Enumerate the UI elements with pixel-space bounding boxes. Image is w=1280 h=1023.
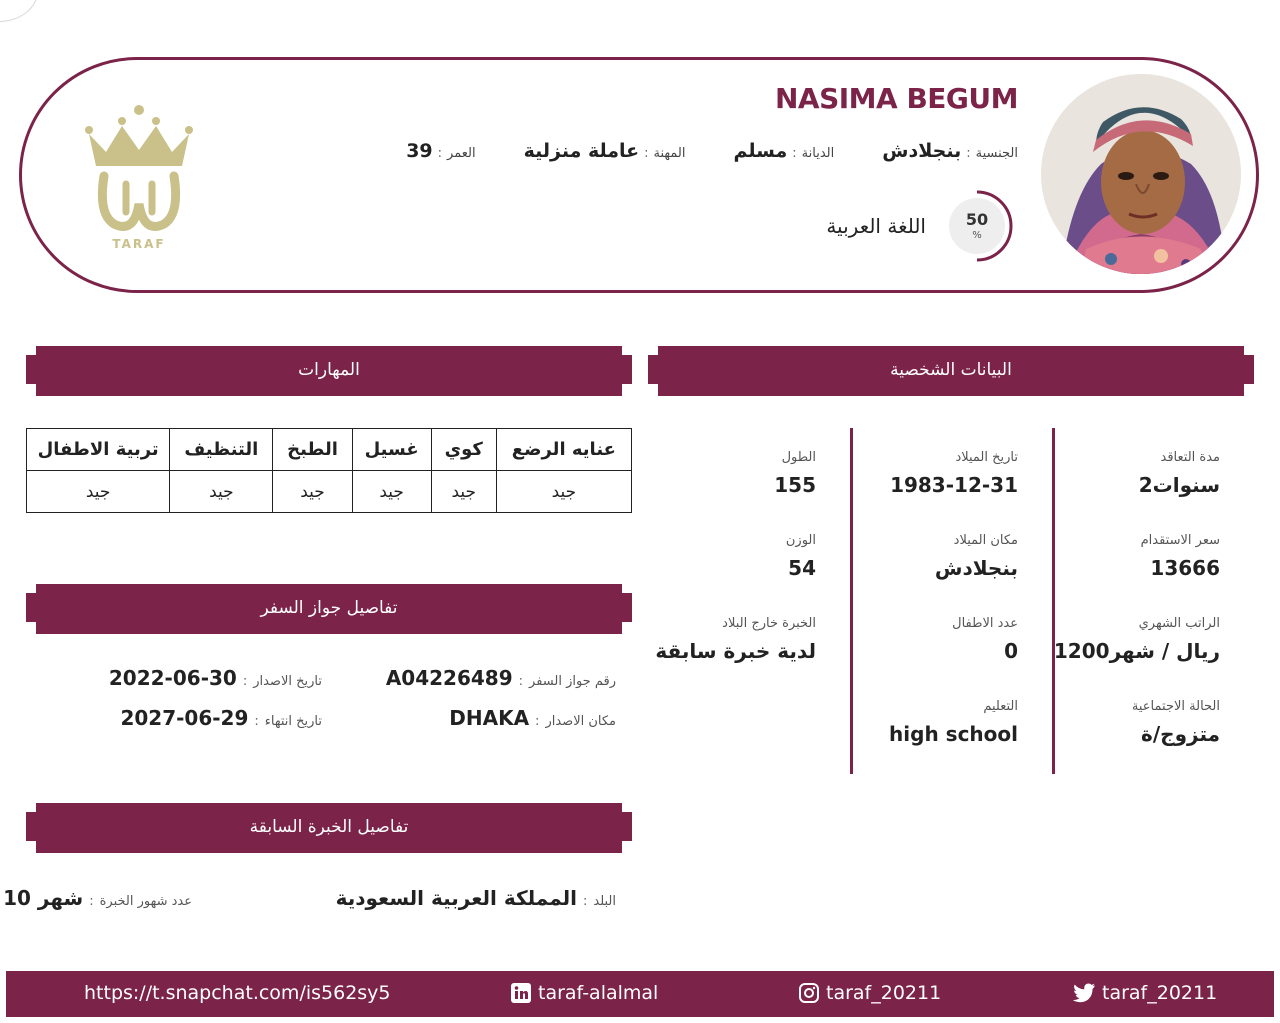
issue-place-field — [449, 706, 616, 730]
weight-field — [786, 533, 816, 580]
skills-value-row — [27, 471, 632, 513]
profile-photo — [1041, 74, 1241, 274]
contract-field — [1139, 450, 1220, 497]
job-field — [524, 140, 686, 162]
experience-country-field — [336, 886, 616, 910]
religion-value: مسلم — [733, 140, 788, 162]
skills-table — [26, 428, 632, 513]
skill-value: جيد — [431, 471, 496, 513]
weight-label: الوزن — [785, 533, 816, 548]
dob-value: 1983-12-31 — [890, 473, 1018, 497]
basic-info-row — [198, 140, 1018, 170]
children-value: 0 — [1004, 639, 1018, 663]
separator: : — [966, 146, 971, 161]
height-value: 155 — [774, 473, 816, 497]
language-percent: 50 — [965, 210, 989, 229]
separator: : — [518, 674, 524, 689]
separator: : — [242, 674, 248, 689]
expiry-label: تاريخ انتهاء — [264, 714, 322, 729]
experience-country-value: المملكة العربية السعودية — [335, 886, 577, 910]
language-gauge — [944, 188, 1018, 268]
experience-country-label: البلد — [593, 894, 616, 909]
pob-label: مكان الميلاد — [953, 533, 1018, 548]
abroad-value: لدية خبرة سابقة — [655, 639, 816, 663]
expiry-value: 2027-06-29 — [120, 706, 249, 730]
salary-label: الراتب الشهري — [1138, 616, 1220, 631]
salary-value: 1200ريال / شهر — [1053, 639, 1220, 663]
experience-banner — [26, 803, 632, 853]
separator: : — [254, 714, 259, 729]
twitter-link[interactable] — [1072, 982, 1217, 1004]
contract-label: مدة التعاقد — [1160, 450, 1220, 465]
salary-field — [1054, 616, 1220, 663]
nationality-label: الجنسية — [975, 146, 1018, 161]
issue-place-value: DHAKA — [449, 706, 530, 730]
fee-value: 13666 — [1150, 556, 1220, 580]
experience-months-field — [3, 886, 192, 910]
twitter-handle: taraf_20211 — [1102, 982, 1218, 1004]
religion-label: الديانة — [801, 146, 835, 161]
separator: : — [582, 894, 588, 909]
corner-decoration — [0, 0, 38, 22]
passport-title: تفاصيل جواز السفر — [260, 598, 398, 618]
instagram-link[interactable] — [798, 982, 941, 1004]
weight-value: 54 — [788, 556, 816, 580]
age-value: 39 — [406, 140, 433, 162]
education-label: التعليم — [983, 699, 1018, 714]
twitter-icon — [1072, 982, 1096, 1004]
language-unit: % — [972, 230, 982, 241]
nationality-field — [882, 140, 1018, 162]
skill-value: جيد — [496, 471, 631, 513]
linkedin-link[interactable] — [510, 982, 658, 1004]
passport-number-value: A04226489 — [385, 666, 513, 690]
separator: : — [89, 894, 94, 909]
snapchat-url: https://t.snapchat.com/is562sy5 — [84, 982, 391, 1004]
issue-date-label: تاريخ الاصدار — [253, 674, 322, 689]
skill-header: غسيل — [352, 429, 431, 471]
skills-banner — [26, 346, 632, 396]
expiry-field — [120, 706, 322, 730]
linkedin-icon — [510, 982, 532, 1004]
age-label: العمر — [447, 146, 476, 161]
profile-card — [19, 57, 1259, 293]
skill-value: جيد — [170, 471, 273, 513]
pob-value: بنجلادش — [934, 556, 1018, 580]
skill-header: التنظيف — [170, 429, 273, 471]
issue-date-field — [109, 666, 322, 690]
contact-footer — [6, 971, 1274, 1017]
column-divider — [1052, 428, 1055, 774]
height-label: الطول — [781, 450, 816, 465]
instagram-icon — [798, 982, 820, 1004]
logo-text: TARAF — [112, 237, 166, 251]
personal-banner — [648, 346, 1254, 396]
taraf-logo — [84, 104, 194, 252]
abroad-field — [655, 616, 816, 663]
passport-number-field — [386, 666, 616, 690]
linkedin-handle: taraf-alalmal — [538, 982, 659, 1004]
skill-header: كوي — [431, 429, 496, 471]
contract-value: 2سنوات — [1138, 473, 1220, 497]
job-label: المهنة — [653, 146, 686, 161]
experience-title: تفاصيل الخبرة السابقة — [249, 817, 409, 837]
candidate-name: NASIMA BEGUM — [774, 82, 1018, 115]
nationality-value: بنجلادش — [882, 140, 962, 162]
column-divider — [850, 428, 853, 774]
dob-label: تاريخ الميلاد — [955, 450, 1018, 465]
issue-date-value: 2022-06-30 — [108, 666, 237, 690]
separator: : — [644, 146, 649, 161]
skill-header: الطبخ — [273, 429, 352, 471]
dob-field — [890, 450, 1018, 497]
skills-header-row — [27, 429, 632, 471]
pob-field — [935, 533, 1018, 580]
marital-value: متزوج/ة — [1141, 722, 1220, 746]
personal-title: البيانات الشخصية — [890, 360, 1012, 380]
skill-value: جيد — [273, 471, 352, 513]
marital-label: الحالة الاجتماعية — [1131, 699, 1220, 714]
language-label: اللغة العربية — [826, 214, 926, 238]
separator: : — [535, 714, 540, 729]
skill-value: جيد — [27, 471, 170, 513]
skill-header: تربية الاطفال — [27, 429, 170, 471]
job-value: عاملة منزلية — [523, 140, 640, 162]
children-label: عدد الاطفال — [952, 616, 1018, 631]
skill-value: جيد — [352, 471, 431, 513]
fee-label: سعر الاستقدام — [1140, 533, 1220, 548]
fee-field — [1141, 533, 1220, 580]
separator: : — [792, 146, 797, 161]
personal-data-grid — [650, 428, 1270, 774]
separator: : — [437, 146, 443, 161]
skills-title: المهارات — [298, 360, 360, 380]
religion-field — [734, 140, 835, 162]
experience-months-label: عدد شهور الخبرة — [99, 894, 192, 909]
height-field — [774, 450, 816, 497]
education-field — [889, 699, 1018, 746]
education-value: high school — [889, 722, 1018, 746]
marital-field — [1132, 699, 1220, 746]
age-field — [406, 140, 475, 162]
passport-banner — [26, 584, 632, 634]
instagram-handle: taraf_20211 — [826, 982, 942, 1004]
experience-months-value: 10 شهر — [3, 886, 84, 910]
skill-header: عنايه الرضع — [496, 429, 631, 471]
passport-number-label: رقم جواز السفر — [529, 674, 616, 689]
issue-place-label: مكان الاصدار — [545, 714, 616, 729]
children-field — [952, 616, 1018, 663]
abroad-label: الخبرة خارج البلاد — [722, 616, 816, 631]
snapchat-link[interactable] — [84, 982, 391, 1004]
